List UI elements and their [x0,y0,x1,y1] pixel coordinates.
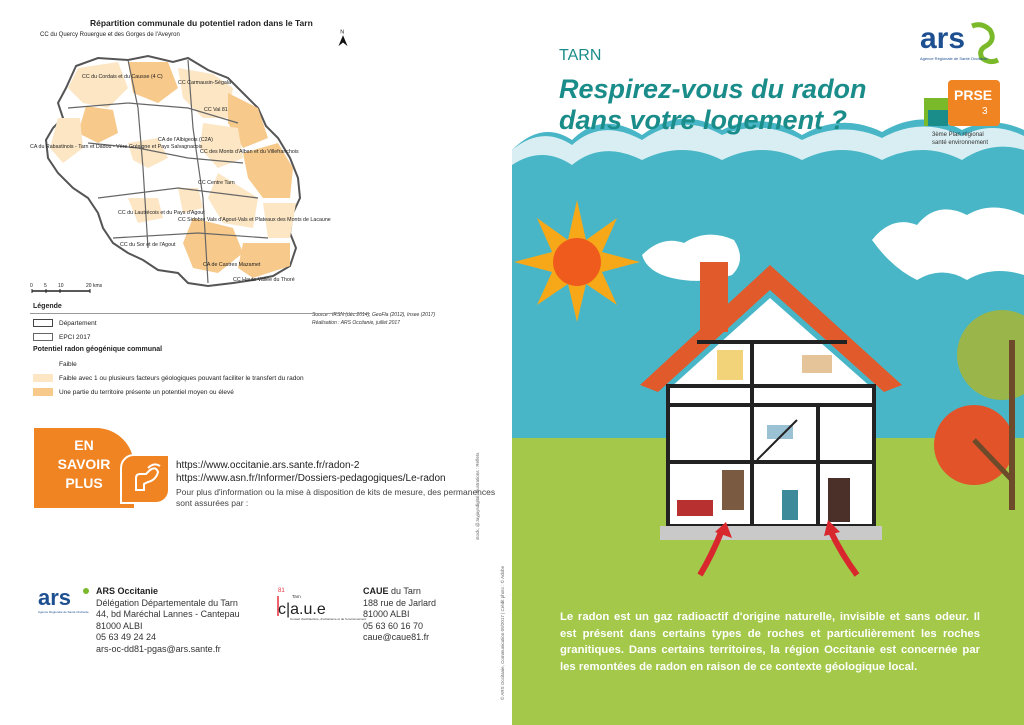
prse-logo [924,80,1024,155]
svg-text:3ème Plan régional: 3ème Plan régional [932,132,984,138]
caue-address: CAUE du Tarn 188 rue de Jarlard 81000 ALBI 05 63 60 16 70 caue@caue81.fr [363,586,437,642]
ars-logo [38,585,94,624]
legend-level-low: Faible [33,360,77,368]
link-ars[interactable]: https://www.occitanie.ars.sante.fr/radon-2 [176,460,360,471]
north-arrow-icon [336,28,350,48]
svg-text:20 kms: 20 kms [86,283,103,289]
svg-text:ars: ars [38,585,72,610]
svg-text:ars: ars [920,22,966,55]
map-label: CC Centre Tarn [198,180,235,186]
tarn-map [28,48,331,288]
main-headline: Respirez-vous du radon dans votre logement ? [559,74,867,135]
ars-logo [920,18,1010,73]
legend-level-factors: Faible avec 1 ou plusieurs facteurs géologiques pouvant faciliter le transfert du radon [33,374,304,382]
map-label: CC du Cordais et du Causse (4 C) [82,74,163,80]
map-subtitle: CC du Quercy Rouergue et des Gorges de l'Aveyron [40,32,180,38]
map-label: CC Sidobre Vals d'Agout-Vals et Plateaux des Monts de Lacaune [178,217,331,223]
right-panel [512,0,1024,725]
svg-text:santé environnement: santé environnement [932,140,989,146]
tarn-label: TARN [559,47,602,64]
svg-text:5: 5 [44,283,47,289]
svg-text:N: N [340,29,345,36]
ars-address: ARS Occitanie Délégation Départementale du Tarn 44, bd Maréchal Lannes - Cantepau 81000 ALBI 05 63 49 24 24 ars-oc-dd81-pgas@ars.sante.fr [96,586,240,654]
svg-text:0: 0 [30,283,33,289]
legend-item-epci: EPCI 2017 [33,333,90,341]
radon-description: Le radon est un gaz radioactif d'origine naturelle, invisible et sans odeur. Il est présent dans certains types de roches et particulièrement les roches granitiques. Dans certains territoires, la région Occitanie est concernée par les remontées de radon en raison de ce contexte géologique local. [560,611,980,673]
map-label: CC des Monts d'Alban et du Villefranchois [200,149,299,155]
en-savoir-plus-badge: EN SAVOIR PLUS [34,428,170,508]
legend-potential-title: Potentiel radon géogénique communal [33,346,163,353]
map-label: CC Val 81 [204,107,228,113]
links-block [176,459,496,509]
caue-email[interactable]: caue@caue81.fr [363,632,430,642]
caue-logo [278,586,367,635]
legend-divider [30,313,370,314]
map-label: CC du Lautrécois et du Pays d'Agout [118,210,205,216]
svg-text:10: 10 [58,283,64,289]
map-label: CA de Castres Mazamet [203,262,261,268]
svg-text:Conseil d'architecture, d'urba: Conseil d'architecture, d'urbanisme et de l'environnement [290,617,367,621]
svg-text:3: 3 [982,106,988,117]
hand-leaf-icon [120,454,170,504]
svg-text:Agence Régionale de Santé Occi: Agence Régionale de Santé Occitanie [38,610,89,614]
map-label: CC Carmausin-Ségala [178,80,231,86]
svg-text:81: 81 [278,588,285,594]
map-label: CA du Rabastinois - Tarn et Dadou - Vère Grésigne et Pays Salvagnacois [30,144,203,150]
legend-title: Légende [33,303,62,310]
map-title: Répartition communale du potentiel radon dans le Tarn [90,18,313,28]
link-asn[interactable]: https://www.asn.fr/Informer/Dossiers-pedagogiques/Le-radon [176,473,446,484]
map-label: CC Haute Vallée du Thoré [233,277,295,283]
credit-text: stock, @Jayjaysdigital, Illustrations : Reflets [475,452,480,540]
map-label: CC du Sor et de l'Agout [120,242,176,248]
svg-text:Agence Régionale de Santé Occi: Agence Régionale de Santé Occitanie [920,56,988,61]
svg-text:PRSE: PRSE [954,87,993,103]
map-scale [30,281,120,295]
map-source: Source : IRSN (déc 2014), GeoFla (2012), Insee (2017) Réalisation : ARS Occitanie, juillet 2017 [312,312,436,326]
info-text: Pour plus d'information ou la mise à disposition de kits de mesure, des permanences sont assurées par : [176,487,496,508]
map-label: CA de l'Albigeois (C2A) [158,137,213,143]
svg-text:c|a.u.e: c|a.u.e [278,601,326,618]
ars-email[interactable]: ars-oc-dd81-pgas@ars.sante.fr [96,643,221,654]
credit-text: © ARS Occitanie, Communication 09/2017 | Crédit photo : © Adobe [500,565,505,700]
legend-item-department: Département [33,319,97,327]
legend-level-high: Une partie du territoire présente un potentiel moyen ou élevé [33,388,234,396]
svg-text:Tarn: Tarn [292,594,301,599]
